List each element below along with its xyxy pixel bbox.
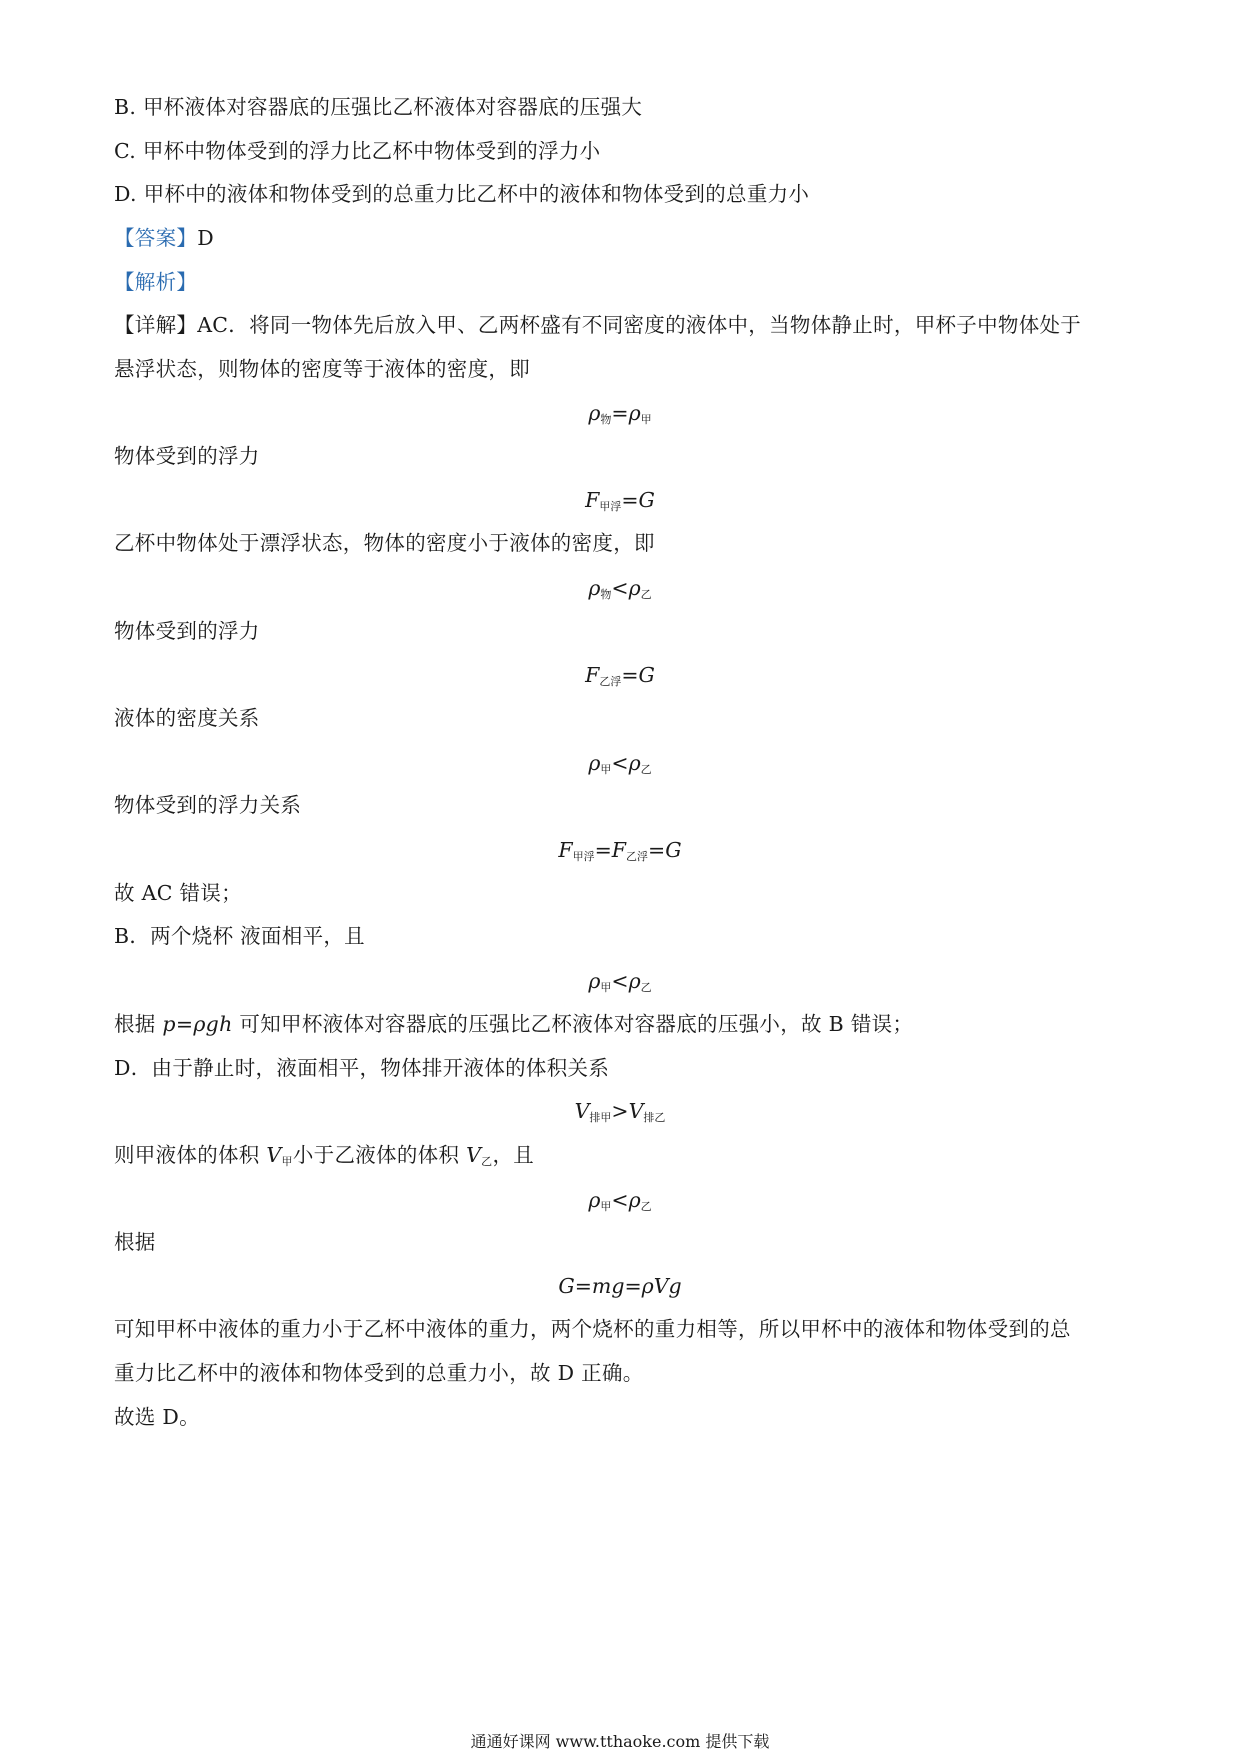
detail-label: 【详解】 [114, 313, 198, 337]
answer-line [114, 224, 214, 252]
equation-1: $\rho_物=\rho_甲$ [588, 401, 652, 426]
option-b: B. 甲杯液体对容器底的压强比乙杯液体对容器底的压强大 [114, 95, 643, 119]
equation-4: $F_{乙浮}=G$ [585, 663, 655, 688]
option-d: D. 甲杯中的液体和物体受到的总重力比乙杯中的液体和物体受到的总重力小 [114, 182, 810, 206]
text-volume: 则甲液体的体积 $V_甲$小于乙液体的体积 $V_乙$，且 [114, 1143, 535, 1168]
equation-6: $F_{甲浮}=F_{乙浮}=G$ [558, 838, 682, 863]
equation-2: $F_{甲浮}=G$ [585, 488, 655, 513]
text-conclusion-2: 重力比乙杯中的液体和物体受到的总重力小，故 D 正确。 [114, 1361, 644, 1385]
detail-text-1: AC．将同一物体先后放入甲、乙两杯盛有不同密度的液体中，当物体静止时，甲杯子中物体处于 [197, 313, 1082, 337]
equation-5: $\rho_甲<\rho_乙$ [588, 751, 652, 776]
text-b: B．两个烧杯 液面相平，且 [114, 924, 365, 948]
text-final-choice: 故选 D。 [114, 1405, 200, 1429]
text-b-conclusion: 根据 p=ρgh 可知甲杯液体对容器底的压强比乙杯液体对容器底的压强小，故 B 错误； [114, 1012, 914, 1036]
text-density-relation: 液体的密度关系 [114, 706, 260, 730]
text-conclusion-1: 可知甲杯中液体的重力小于乙杯中液体的重力，两个烧杯的重力相等，所以甲杯中的液体和物体受到的总 [114, 1317, 1071, 1341]
text-d: D．由于静止时，液面相平，物体排开液体的体积关系 [114, 1056, 610, 1080]
page-footer: 通通好课网 www.tthaoke.com 提供下载 [470, 1732, 770, 1751]
analysis-label: 【解析】 [114, 270, 198, 294]
text-ac-wrong: 故 AC 错误； [114, 881, 242, 905]
equation-10: G=mg=ρVg [558, 1274, 682, 1298]
detail-paragraph-1 [114, 311, 1081, 339]
pressure-formula: p=ρgh [162, 1012, 233, 1036]
equation-8: $V_{排甲}>V_{排乙}$ [574, 1099, 666, 1124]
option-c: C. 甲杯中物体受到的浮力比乙杯中物体受到的浮力小 [114, 139, 601, 163]
text-buoyancy-1: 物体受到的浮力 [114, 444, 260, 468]
text-cup-yi: 乙杯中物体处于漂浮状态，物体的密度小于液体的密度，即 [114, 531, 655, 555]
answer-label: 【答案】 [114, 226, 198, 250]
text-buoyancy-relation: 物体受到的浮力关系 [114, 793, 302, 817]
text-buoyancy-2: 物体受到的浮力 [114, 619, 260, 643]
equation-9: $\rho_甲<\rho_乙$ [588, 1188, 652, 1213]
equation-3: $\rho_物<\rho_乙$ [588, 576, 652, 601]
text-according: 根据 [114, 1230, 156, 1254]
equation-7: $\rho_甲<\rho_乙$ [588, 969, 652, 994]
detail-paragraph-2: 悬浮状态，则物体的密度等于液体的密度，即 [114, 357, 530, 381]
answer-value: D [197, 226, 214, 250]
